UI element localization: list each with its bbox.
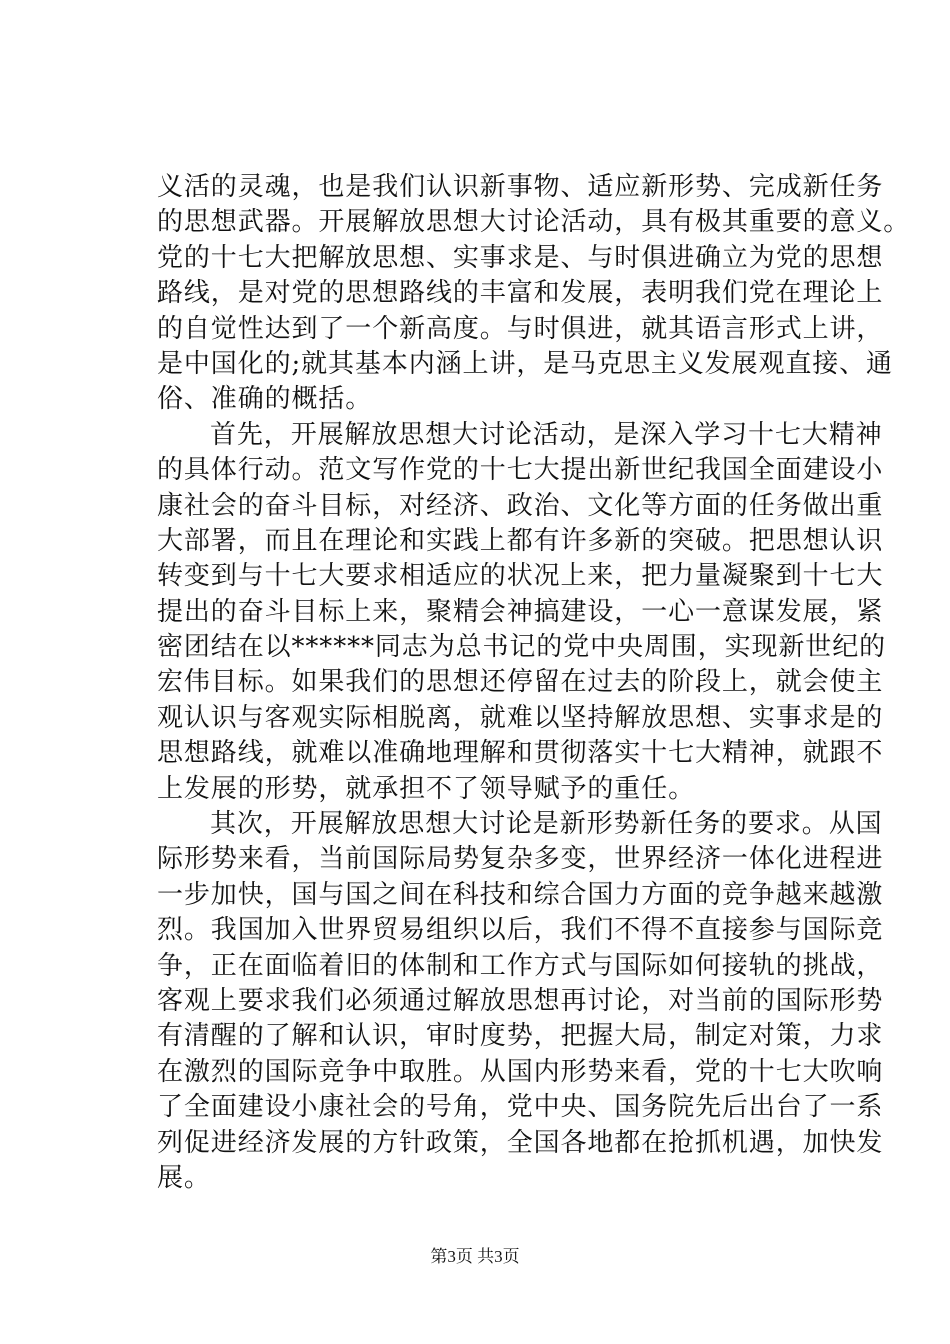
text-line: 客观上要求我们必须通过解放思想再讨论，对当前的国际形势 — [157, 985, 884, 1016]
text-line: 有清醒的了解和认识，审时度势，把握大局，制定对策，力求 — [157, 1021, 884, 1052]
text-line: 大部署，而且在理论和实践上都有许多新的突破。把思想认识 — [157, 525, 884, 556]
text-line: 烈。我国加入世界贸易组织以后，我们不得不直接参与国际竞 — [157, 915, 884, 946]
text-line: 的自觉性达到了一个新高度。与时俱进，就其语言形式上讲， — [157, 313, 884, 344]
text-line: 际形势来看，当前国际局势复杂多变，世界经济一体化进程进 — [157, 844, 884, 875]
text-line: 宏伟目标。如果我们的思想还停留在过去的阶段上，就会使主 — [157, 667, 884, 698]
page-footer: 第3页 共3页 — [430, 1247, 520, 1266]
text-line: 列促进经济发展的方针政策，全国各地都在抢抓机遇，加快发 — [157, 1127, 884, 1158]
body-text — [157, 170, 911, 1196]
paragraph-first-line: 首先，开展解放思想大讨论活动，是深入学习十七大精神 — [210, 419, 883, 450]
text-line: 展。 — [157, 1162, 211, 1193]
text-line: 争，正在面临着旧的体制和工作方式与国际如何接轨的挑战， — [157, 950, 884, 981]
text-line: 密团结在以******同志为总书记的党中央周围，实现新世纪的 — [157, 632, 887, 663]
text-line: 提出的奋斗目标上来，聚精会神搞建设，一心一意谋发展，紧 — [157, 596, 884, 627]
text-line: 俗、准确的概括。 — [157, 384, 373, 415]
text-line: 转变到与十七大要求相适应的状况上来，把力量凝聚到十七大 — [157, 561, 884, 592]
text-line: 康社会的奋斗目标，对经济、政治、文化等方面的任务做出重 — [157, 490, 884, 521]
text-line: 一步加快，国与国之间在科技和综合国力方面的竞争越来越激 — [157, 879, 884, 910]
text-line: 是中国化的;就其基本内涵上讲，是马克思主义发展观直接、通 — [157, 348, 893, 379]
text-line: 思想路线，就难以准确地理解和贯彻落实十七大精神，就跟不 — [157, 738, 884, 769]
text-line: 在激烈的国际竞争中取胜。从国内形势来看，党的十七大吹响 — [157, 1056, 884, 1087]
paragraph-first-line: 其次，开展解放思想大讨论是新形势新任务的要求。从国 — [210, 809, 883, 840]
text-line: 义活的灵魂，也是我们认识新事物、适应新形势、完成新任务 — [157, 172, 884, 202]
text-line: 观认识与客观实际相脱离，就难以坚持解放思想、实事求是的 — [157, 702, 884, 733]
text-line: 了全面建设小康社会的号角，党中央、国务院先后出台了一系 — [157, 1092, 884, 1123]
text-line: 党的十七大把解放思想、实事求是、与时俱进确立为党的思想 — [157, 242, 884, 273]
text-line: 路线，是对党的思想路线的丰富和发展，表明我们党在理论上 — [157, 278, 884, 309]
text-line: 的具体行动。范文写作党的十七大提出新世纪我国全面建设小 — [157, 455, 884, 486]
text-line: 的思想武器。开展解放思想大讨论活动，具有极其重要的意义。 — [157, 207, 911, 238]
text-line: 上发展的形势，就承担不了领导赋予的重任。 — [157, 773, 696, 804]
